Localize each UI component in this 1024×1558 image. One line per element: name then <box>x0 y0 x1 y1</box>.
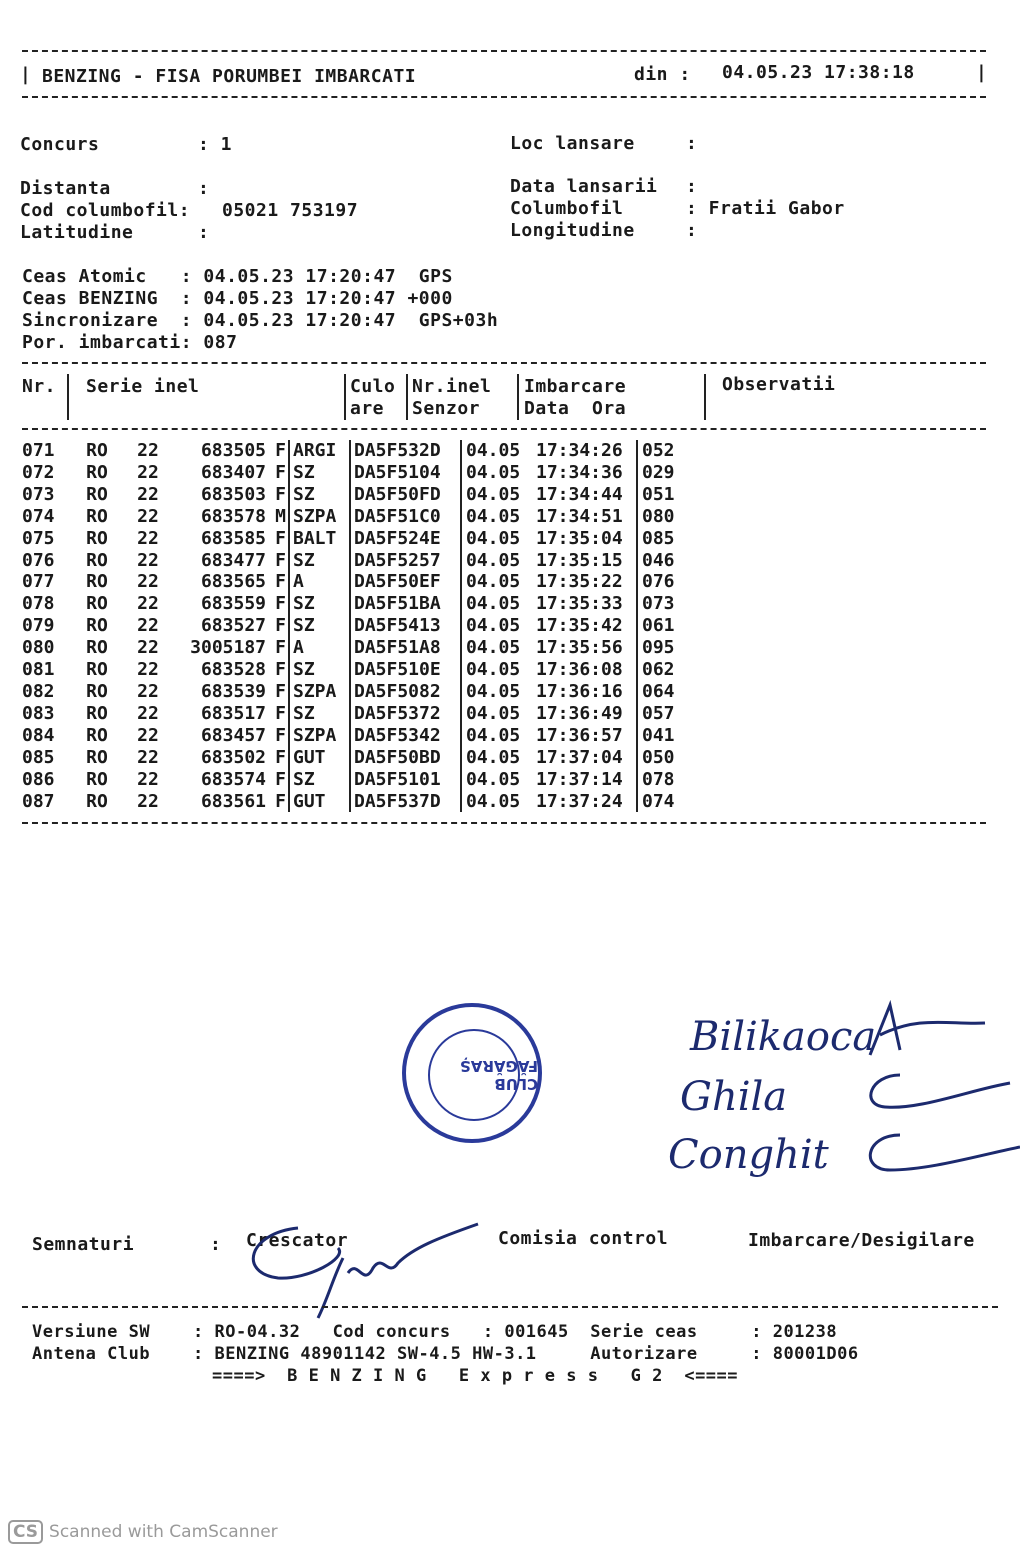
row-date: 04.05 <box>466 724 521 746</box>
concurs-value: : 1 <box>198 134 233 155</box>
table-row <box>22 791 702 813</box>
row-sensor: DA5F51C0 <box>350 506 461 528</box>
row-year: 22 <box>137 637 159 659</box>
distanta-label: Distanta <box>20 178 111 199</box>
row-country: RO <box>86 724 108 746</box>
row-sex: F <box>266 528 289 550</box>
row-sensor: DA5F50FD <box>350 484 461 506</box>
row-country: RO <box>86 549 108 571</box>
row-color: ARGI <box>289 440 350 462</box>
footer-line-versiune: Versiune SW : RO-04.32 Cod concurs : 001645 Serie ceas : 201238 <box>32 1322 838 1342</box>
row-nr: 079 <box>22 615 55 637</box>
col-divider <box>67 374 69 420</box>
col-inel-header-1: Nr.inel <box>412 376 492 397</box>
row-date: 04.05 <box>466 527 521 549</box>
row-color: SZPA <box>289 725 350 747</box>
row-sex: F <box>266 659 289 681</box>
row-time: 17:36:57 <box>536 725 637 747</box>
row-observatii: 073 <box>642 593 675 615</box>
row-date: 04.05 <box>466 483 521 505</box>
row-ring-number: 3005187 <box>190 637 266 659</box>
row-observatii: 041 <box>642 724 675 746</box>
top-dashed-rule <box>22 50 986 52</box>
row-observatii: 095 <box>642 637 675 659</box>
header-date-value: 04.05.23 17:38:18 <box>722 62 915 83</box>
col-divider <box>406 374 408 420</box>
row-observatii: 052 <box>642 440 675 461</box>
row-sensor: DA5F5104 <box>350 462 461 484</box>
row-time: 17:37:04 <box>536 747 637 769</box>
comisia-control-label: Comisia control <box>498 1228 669 1249</box>
row-sensor: DA5F5101 <box>350 769 461 791</box>
data-lansarii-value: : <box>686 176 698 197</box>
camscanner-text: Scanned with CamScanner <box>49 1522 278 1542</box>
row-observatii: 078 <box>642 768 675 790</box>
table-row <box>22 659 702 681</box>
row-observatii: 064 <box>642 680 675 702</box>
row-sex: F <box>266 550 289 572</box>
row-sex: F <box>266 703 289 725</box>
header-date-label: din : <box>634 64 691 85</box>
row-observatii: 076 <box>642 571 675 593</box>
row-date: 04.05 <box>466 549 521 571</box>
footer-line-antena: Antena Club : BENZING 48901142 SW-4.5 HW-3.1 Autorizare : 80001D06 <box>32 1344 859 1364</box>
table-row <box>22 571 702 593</box>
row-country: RO <box>86 440 108 461</box>
row-sex: F <box>266 637 289 659</box>
loc-lansare-value: : <box>686 133 698 154</box>
row-sex: F <box>266 484 289 506</box>
col-divider <box>704 374 706 420</box>
row-country: RO <box>86 702 108 724</box>
columbofil-label: Columbofil <box>510 198 624 219</box>
camscanner-logo-icon: CS <box>8 1520 43 1544</box>
col-imbarcare-header-2: Data Ora <box>524 398 627 419</box>
col-observatii-header: Observatii <box>722 374 836 395</box>
row-color: SZ <box>289 484 350 506</box>
row-country: RO <box>86 680 108 702</box>
camscanner-watermark <box>8 1520 278 1544</box>
row-sensor: DA5F532D <box>350 440 461 462</box>
table-row <box>22 506 702 528</box>
row-date: 04.05 <box>466 571 521 593</box>
semnaturi-colon: : <box>210 1234 222 1255</box>
header-right-bar: | <box>976 62 988 83</box>
handwritten-name-1: Bilikaoca <box>690 1014 877 1060</box>
crescator-label: Crescator <box>246 1230 349 1251</box>
row-ring-number: 683502 <box>200 746 266 768</box>
row-sex: F <box>266 725 289 747</box>
row-ring-number: 683503 <box>200 483 266 505</box>
row-year: 22 <box>137 659 159 681</box>
row-year: 22 <box>137 549 159 571</box>
row-time: 17:37:24 <box>536 791 637 813</box>
handwritten-name-2: Ghila <box>680 1074 788 1120</box>
row-date: 04.05 <box>466 615 521 637</box>
row-sensor: DA5F5257 <box>350 550 461 572</box>
handwritten-name-3: Conghit <box>668 1132 829 1178</box>
row-observatii: 046 <box>642 549 675 571</box>
row-sex: F <box>266 440 289 462</box>
row-country: RO <box>86 593 108 615</box>
row-year: 22 <box>137 461 159 483</box>
row-observatii: 080 <box>642 505 675 527</box>
row-year: 22 <box>137 483 159 505</box>
row-sensor: DA5F537D <box>350 791 461 813</box>
row-color: SZ <box>289 550 350 572</box>
row-color: A <box>289 637 350 659</box>
row-nr: 077 <box>22 571 55 593</box>
row-color: GUT <box>289 791 350 813</box>
header-left-bar: | <box>20 64 32 85</box>
ceas-atomic-line: Ceas Atomic : 04.05.23 17:20:47 GPS <box>22 266 453 287</box>
row-time: 17:34:36 <box>536 462 637 484</box>
sincronizare-line: Sincronizare : 04.05.23 17:20:47 GPS+03h <box>22 310 499 331</box>
row-country: RO <box>86 505 108 527</box>
table-row <box>22 593 702 615</box>
row-year: 22 <box>137 680 159 702</box>
row-ring-number: 683561 <box>200 790 266 812</box>
row-color: SZ <box>289 593 350 615</box>
row-ring-number: 683539 <box>200 680 266 702</box>
row-observatii: 061 <box>642 615 675 637</box>
row-nr: 080 <box>22 637 55 659</box>
row-color: SZ <box>289 462 350 484</box>
row-color: SZPA <box>289 681 350 703</box>
row-year: 22 <box>137 702 159 724</box>
row-date: 04.05 <box>466 440 521 461</box>
longitudine-value: : <box>686 220 698 241</box>
loc-lansare-label: Loc lansare <box>510 133 635 154</box>
row-sex: F <box>266 747 289 769</box>
table-row <box>22 550 702 572</box>
row-country: RO <box>86 483 108 505</box>
row-nr: 075 <box>22 527 55 549</box>
row-sex: F <box>266 769 289 791</box>
row-nr: 084 <box>22 724 55 746</box>
row-sex: M <box>266 506 289 528</box>
row-year: 22 <box>137 505 159 527</box>
row-year: 22 <box>137 440 159 461</box>
row-sex: F <box>266 681 289 703</box>
distanta-value: : <box>198 178 210 199</box>
row-year: 22 <box>137 724 159 746</box>
row-sensor: DA5F5082 <box>350 681 461 703</box>
row-nr: 087 <box>22 790 55 812</box>
signature-marks <box>860 995 1020 1195</box>
concurs-label: Concurs <box>20 134 100 155</box>
row-year: 22 <box>137 527 159 549</box>
table-row <box>22 681 702 703</box>
columns-bottom-rule <box>22 428 986 430</box>
row-time: 17:34:26 <box>536 440 637 462</box>
row-time: 17:34:51 <box>536 506 637 528</box>
row-nr: 082 <box>22 680 55 702</box>
row-nr: 083 <box>22 702 55 724</box>
row-sensor: DA5F51BA <box>350 593 461 615</box>
page-title: BENZING - FISA PORUMBEI IMBARCATI <box>42 66 417 87</box>
col-imbarcare-header-1: Imbarcare <box>524 376 627 397</box>
col-divider <box>344 374 346 420</box>
row-sensor: DA5F51A8 <box>350 637 461 659</box>
col-nr-header: Nr. <box>22 376 57 397</box>
row-sensor: DA5F510E <box>350 659 461 681</box>
row-color: SZPA <box>289 506 350 528</box>
row-date: 04.05 <box>466 768 521 790</box>
columns-top-rule <box>22 362 986 364</box>
row-time: 17:35:22 <box>536 571 637 593</box>
row-nr: 071 <box>22 440 55 461</box>
columbofil-value: : Fratii Gabor <box>686 198 845 219</box>
latitudine-label: Latitudine <box>20 222 134 243</box>
row-country: RO <box>86 571 108 593</box>
row-color: SZ <box>289 703 350 725</box>
table-row <box>22 747 702 769</box>
footer-dashed-rule <box>22 1306 998 1308</box>
row-color: SZ <box>289 615 350 637</box>
row-date: 04.05 <box>466 790 521 812</box>
imbarcare-desigilare-label: Imbarcare/Desigilare <box>748 1230 975 1251</box>
longitudine-label: Longitudine <box>510 220 635 241</box>
row-time: 17:35:42 <box>536 615 637 637</box>
row-date: 04.05 <box>466 505 521 527</box>
row-nr: 081 <box>22 659 55 681</box>
row-color: BALT <box>289 528 350 550</box>
row-country: RO <box>86 527 108 549</box>
table-row <box>22 440 702 462</box>
row-ring-number: 683585 <box>200 527 266 549</box>
row-nr: 086 <box>22 768 55 790</box>
row-sensor: DA5F5372 <box>350 703 461 725</box>
row-time: 17:35:33 <box>536 593 637 615</box>
table-end-rule <box>22 822 986 824</box>
row-nr: 076 <box>22 549 55 571</box>
row-date: 04.05 <box>466 659 521 681</box>
stamp-text: CLUB FĂGĂRAȘ <box>459 1057 538 1093</box>
row-color: SZ <box>289 659 350 681</box>
row-country: RO <box>86 461 108 483</box>
row-year: 22 <box>137 615 159 637</box>
row-sensor: DA5F5342 <box>350 725 461 747</box>
row-ring-number: 683578 <box>200 505 266 527</box>
row-sensor: DA5F5413 <box>350 615 461 637</box>
por-imbarcati-line: Por. imbarcati: 087 <box>22 332 238 353</box>
footer-benzing-banner: ====> B E N Z I N G E x p r e s s G 2 <==== <box>212 1366 739 1386</box>
row-ring-number: 683407 <box>200 461 266 483</box>
row-color: GUT <box>289 747 350 769</box>
row-country: RO <box>86 790 108 812</box>
row-date: 04.05 <box>466 593 521 615</box>
row-time: 17:35:04 <box>536 528 637 550</box>
row-ring-number: 683527 <box>200 615 266 637</box>
row-year: 22 <box>137 571 159 593</box>
row-nr: 078 <box>22 593 55 615</box>
row-country: RO <box>86 615 108 637</box>
row-country: RO <box>86 746 108 768</box>
col-inel-header-2: Senzor <box>412 398 481 419</box>
row-year: 22 <box>137 768 159 790</box>
table-row <box>22 528 702 550</box>
row-color: SZ <box>289 769 350 791</box>
row-nr: 074 <box>22 505 55 527</box>
semnaturi-label: Semnaturi <box>32 1234 135 1255</box>
row-sex: F <box>266 571 289 593</box>
row-sensor: DA5F524E <box>350 528 461 550</box>
row-sensor: DA5F50BD <box>350 747 461 769</box>
table-row <box>22 615 702 637</box>
row-time: 17:35:15 <box>536 550 637 572</box>
row-sex: F <box>266 791 289 813</box>
row-time: 17:35:56 <box>536 637 637 659</box>
row-year: 22 <box>137 746 159 768</box>
col-divider <box>517 374 519 420</box>
row-ring-number: 683505 <box>200 440 266 461</box>
row-time: 17:36:08 <box>536 659 637 681</box>
row-observatii: 062 <box>642 659 675 681</box>
row-sex: F <box>266 593 289 615</box>
row-time: 17:37:14 <box>536 769 637 791</box>
table-row <box>22 484 702 506</box>
row-country: RO <box>86 637 108 659</box>
col-serie-header: Serie inel <box>86 376 200 397</box>
table-row <box>22 462 702 484</box>
row-date: 04.05 <box>466 461 521 483</box>
row-color: A <box>289 571 350 593</box>
row-time: 17:36:49 <box>536 703 637 725</box>
club-stamp <box>402 1003 542 1143</box>
col-culoare-header-2: are <box>350 398 385 419</box>
row-year: 22 <box>137 790 159 812</box>
row-ring-number: 683477 <box>200 549 266 571</box>
cod-columbofil-value: 05021 753197 <box>222 200 359 221</box>
header-dashed-rule <box>22 96 986 98</box>
table-row <box>22 703 702 725</box>
row-time: 17:34:44 <box>536 484 637 506</box>
row-date: 04.05 <box>466 746 521 768</box>
row-sensor: DA5F50EF <box>350 571 461 593</box>
latitudine-value: : <box>198 222 210 243</box>
cod-columbofil-label: Cod columbofil: <box>20 200 191 221</box>
row-ring-number: 683574 <box>200 768 266 790</box>
row-ring-number: 683517 <box>200 702 266 724</box>
row-nr: 072 <box>22 461 55 483</box>
row-ring-number: 683457 <box>200 724 266 746</box>
row-country: RO <box>86 768 108 790</box>
row-year: 22 <box>137 593 159 615</box>
col-culoare-header-1: Culo <box>350 376 396 397</box>
row-observatii: 085 <box>642 527 675 549</box>
pigeon-table <box>22 440 702 812</box>
ceas-benzing-line: Ceas BENZING : 04.05.23 17:20:47 +000 <box>22 288 453 309</box>
row-date: 04.05 <box>466 680 521 702</box>
row-observatii: 050 <box>642 746 675 768</box>
table-row <box>22 769 702 791</box>
row-date: 04.05 <box>466 637 521 659</box>
row-ring-number: 683565 <box>200 571 266 593</box>
row-observatii: 057 <box>642 702 675 724</box>
table-row <box>22 725 702 747</box>
row-time: 17:36:16 <box>536 681 637 703</box>
row-sex: F <box>266 462 289 484</box>
row-observatii: 074 <box>642 790 675 812</box>
row-date: 04.05 <box>466 702 521 724</box>
row-observatii: 051 <box>642 483 675 505</box>
row-country: RO <box>86 659 108 681</box>
row-nr: 073 <box>22 483 55 505</box>
row-nr: 085 <box>22 746 55 768</box>
pigeon-table-body <box>22 440 702 812</box>
crescator-signature <box>238 1218 488 1328</box>
row-observatii: 029 <box>642 461 675 483</box>
row-ring-number: 683528 <box>200 659 266 681</box>
data-lansarii-label: Data lansarii <box>510 176 658 197</box>
row-ring-number: 683559 <box>200 593 266 615</box>
row-sex: F <box>266 615 289 637</box>
table-row <box>22 637 702 659</box>
